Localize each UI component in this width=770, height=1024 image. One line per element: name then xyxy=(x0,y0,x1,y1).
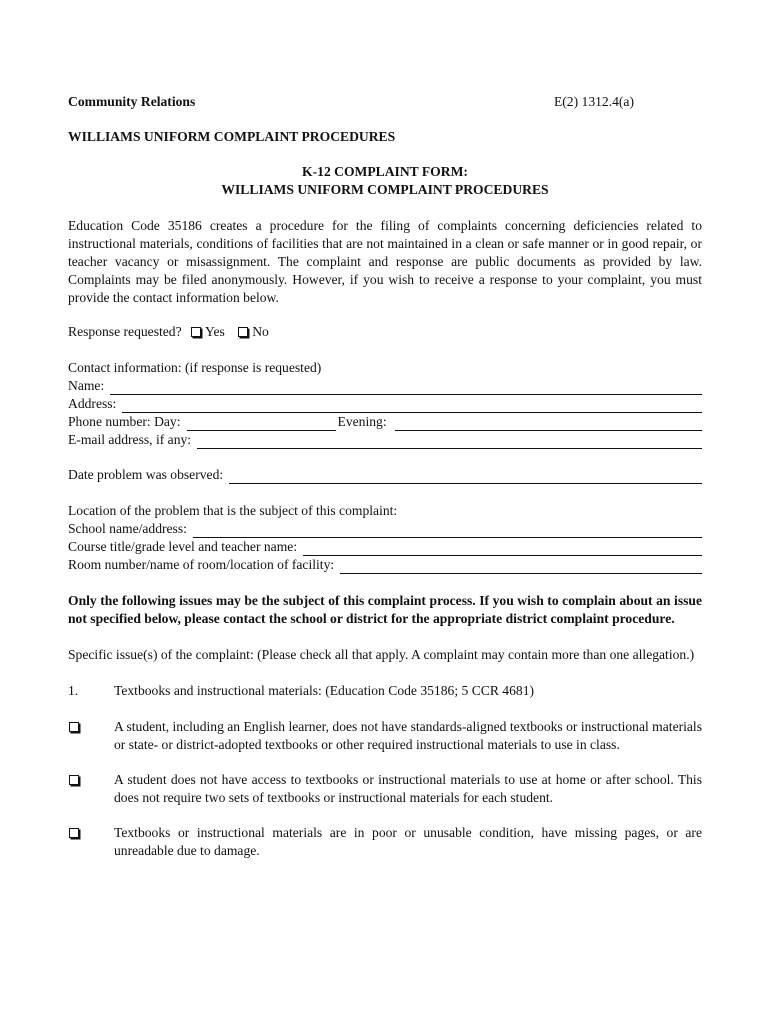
date-field[interactable] xyxy=(229,470,702,484)
course-field[interactable] xyxy=(303,542,702,556)
response-requested-row xyxy=(68,323,702,341)
form-title-line-2: WILLIAMS UNIFORM COMPLAINT PROCEDURES xyxy=(221,182,549,197)
email-label: E-mail address, if any: xyxy=(68,432,192,447)
school-row xyxy=(68,520,702,538)
document-title: WILLIAMS UNIFORM COMPLAINT PROCEDURES xyxy=(68,129,396,144)
intro-paragraph: Education Code 35186 creates a procedure for the filing of complaints concerning deficiencies related to instructional materials, conditions of facilities that are not maintained in a clean or safe manner or in good repair, or teacher vacancy or misassignment. The complaint and response are public documents as provided by law. Complaints may be filed anonymously. However, if you wish to receive a response to your complaint, you must provide the contact information below. xyxy=(68,218,702,305)
name-field[interactable] xyxy=(110,381,702,395)
room-label: Room number/name of room/location of facility: xyxy=(68,557,335,572)
date-row xyxy=(68,466,702,484)
issue-item xyxy=(68,718,702,754)
response-label: Response requested? xyxy=(68,324,182,339)
policy-code: E(2) 1312.4(a) xyxy=(553,94,634,109)
school-field[interactable] xyxy=(193,524,702,538)
name-row xyxy=(68,377,702,395)
section-1-number: 1. xyxy=(68,683,79,698)
room-field[interactable] xyxy=(340,560,702,574)
response-no-checkbox[interactable] xyxy=(238,327,248,337)
complaint-form-page xyxy=(68,93,702,860)
phone-day-label: Phone number: Day: xyxy=(68,414,181,429)
email-field[interactable] xyxy=(197,435,702,449)
response-yes-label: Yes xyxy=(205,324,225,339)
section-title: Community Relations xyxy=(68,94,196,109)
contact-heading: Contact information: (if response is requested) xyxy=(68,360,322,375)
name-label: Name: xyxy=(68,378,105,393)
email-row xyxy=(68,431,702,449)
phone-row xyxy=(68,413,702,431)
specific-issues-instructions: Specific issue(s) of the complaint: (Please check all that apply. A complaint may contain more than one allegation.) xyxy=(68,647,695,662)
section-1-title: Textbooks and instructional materials: (Education Code 35186; 5 CCR 4681) xyxy=(114,683,535,698)
issue-item xyxy=(68,824,702,860)
address-field[interactable] xyxy=(122,399,702,413)
date-label: Date problem was observed: xyxy=(68,467,224,482)
address-row xyxy=(68,395,702,413)
issue-3-checkbox[interactable] xyxy=(69,828,79,838)
notice-paragraph: Only the following issues may be the subject of this complaint process. If you wish to complain about an issue not specified below, please contact the school or district for the appropriate district complaint procedure. xyxy=(68,593,702,626)
issue-item xyxy=(68,771,702,807)
response-yes-checkbox[interactable] xyxy=(191,327,201,337)
form-title-line-1: K-12 COMPLAINT FORM: xyxy=(302,164,468,179)
page-header xyxy=(68,93,702,111)
response-no-label: No xyxy=(252,324,269,339)
phone-evening-field[interactable] xyxy=(395,417,702,431)
issue-3-text: Textbooks or instructional materials are in poor or unusable condition, have missing pages, or are unreadable due to damage. xyxy=(114,825,702,858)
issue-2-checkbox[interactable] xyxy=(69,775,79,785)
address-label: Address: xyxy=(68,396,117,411)
phone-evening-label: Evening: xyxy=(337,414,387,429)
room-row xyxy=(68,556,702,574)
issue-2-text: A student does not have access to textbooks or instructional materials to use at home or after school. This does not require two sets of textbooks or instructional materials for each student. xyxy=(114,772,702,805)
location-heading: Location of the problem that is the subject of this complaint: xyxy=(68,503,398,518)
phone-day-field[interactable] xyxy=(187,417,336,431)
course-row xyxy=(68,538,702,556)
section-1-heading xyxy=(68,682,702,700)
course-label: Course title/grade level and teacher name: xyxy=(68,539,298,554)
issue-1-text: A student, including an English learner, does not have standards-aligned textbooks or instructional materials or state- or district-adopted textbooks or other required instructional materials to use in class. xyxy=(114,719,703,752)
school-label: School name/address: xyxy=(68,521,187,536)
issue-1-checkbox[interactable] xyxy=(69,722,79,732)
